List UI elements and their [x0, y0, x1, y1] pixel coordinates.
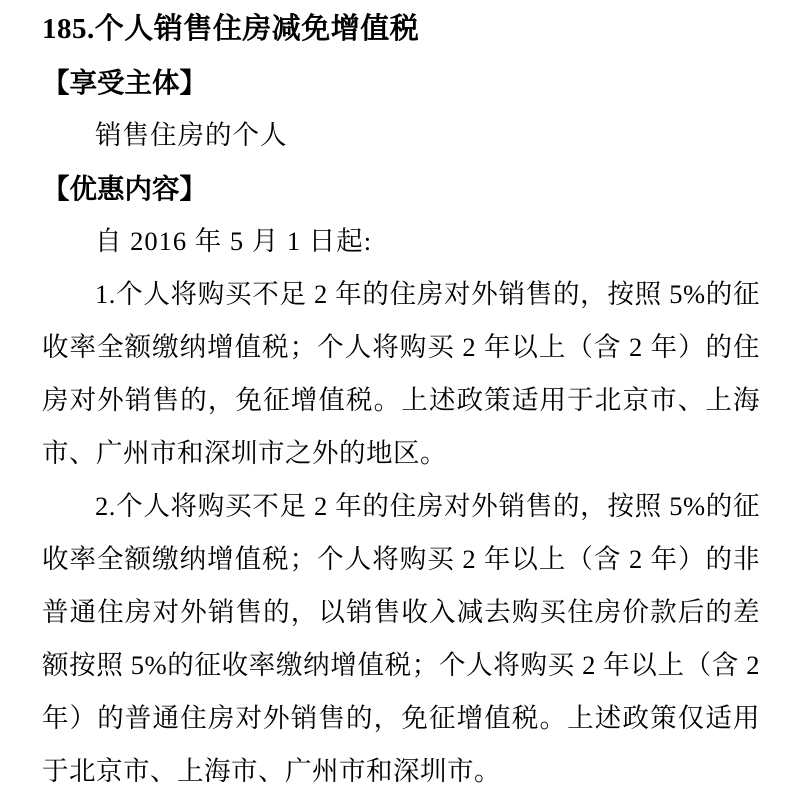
- policy-item-1: 1.个人将购买不足 2 年的住房对外销售的，按照 5%的征收率全额缴纳增值税；个人将购买 2 年以上（含 2 年）的住房对外销售的，免征增值税。上述政策适用于北京市、上海市、广州市和深圳市之外的地区。: [42, 279, 760, 468]
- document-title: 185.个人销售住房减免增值税: [42, 13, 420, 45]
- effective-date-line: 自 2016 年 5 月 1 日起:: [95, 226, 373, 256]
- policy-item-2: 2.个人将购买不足 2 年的住房对外销售的，按照 5%的征收率全额缴纳增值税；个人将购买 2 年以上（含 2 年）的非普通住房对外销售的，以销售收入减去购买住房价款后的差额按照 5%的征收率缴纳增值税；个人将购买 2 年以上（含 2 年）的普通住房对外销售的，免征增值税。上述政策仅适用于北京市、上海市、广州市和深圳市。: [42, 491, 760, 786]
- section-heading-beneficiary: 【享受主体】: [42, 67, 207, 98]
- beneficiary-text: 销售住房的个人: [95, 120, 288, 150]
- section-heading-benefit-content: 【优惠内容】: [42, 173, 207, 204]
